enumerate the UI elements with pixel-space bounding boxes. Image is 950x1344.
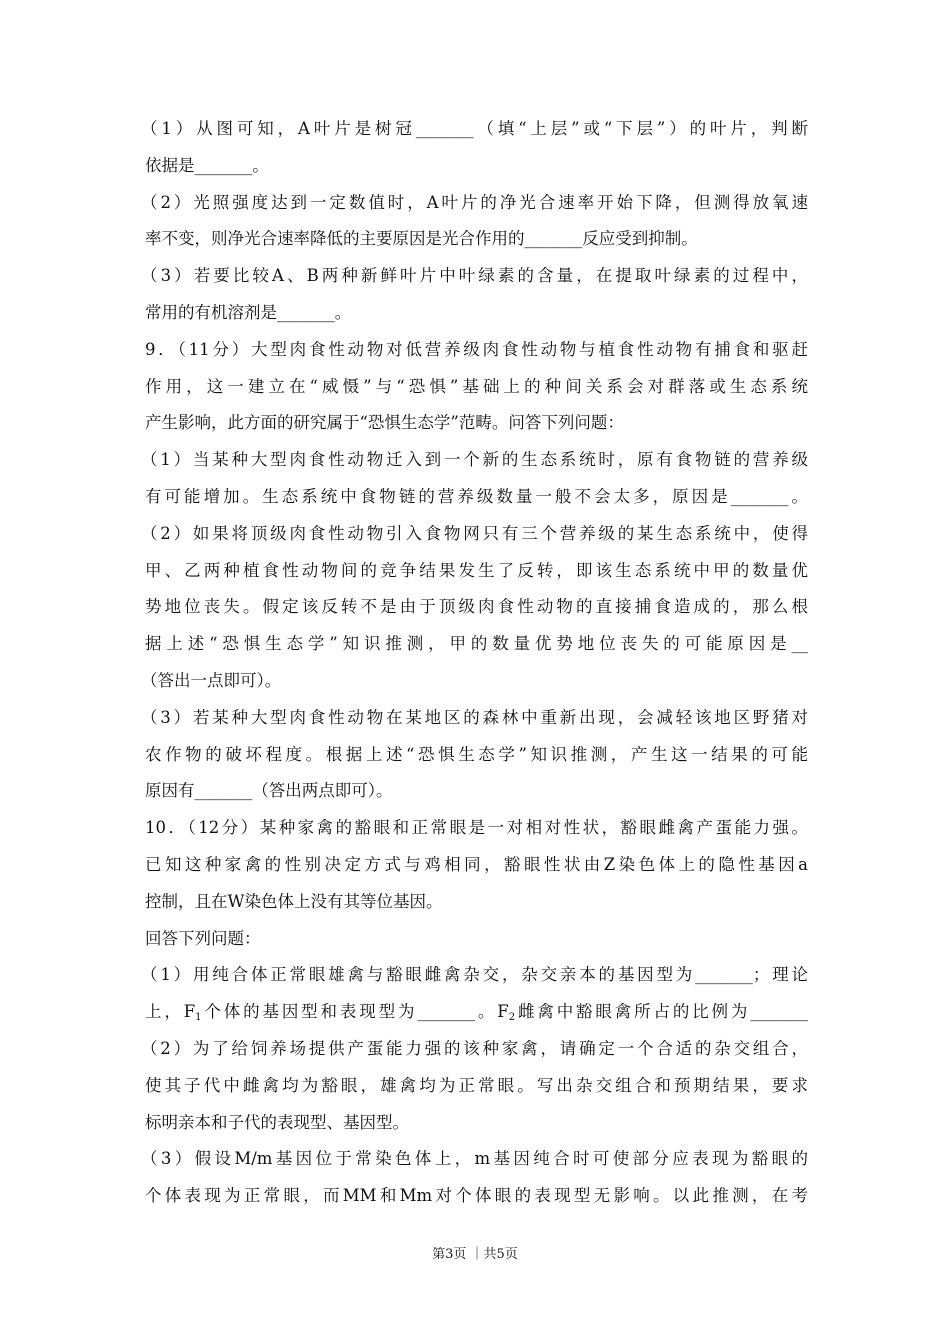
text-segment: 上，F	[145, 1002, 196, 1022]
text-line: 有可能增加。生态系统中食物链的营养级数量一般不会太多，原因是_______。	[145, 486, 808, 506]
text-line: 常用的有机溶剂是_______。	[145, 302, 352, 322]
text-line: （1）用纯合体正常眼雄禽与豁眼雌禽杂交，杂交亲本的基因型为_______；理论	[141, 965, 808, 985]
text-line: （答出一点即可）。	[141, 670, 282, 690]
text-line: 产生影响，此方面的研究属于“恐惧生态学”范畴。问答下列问题：	[145, 413, 624, 433]
text-segment: 雌禽中豁眼禽所占的比例为_______	[515, 1002, 808, 1022]
text-line: 作用，这一建立在“威慑”与“恐惧”基础上的种间关系会对群落或生态系统	[145, 376, 808, 396]
document-body	[141, 111, 808, 1215]
text-line: 使其子代中雌禽均为豁眼，雄禽均为正常眼。写出杂交组合和预期结果，要求	[145, 1075, 808, 1095]
text-line: （3）假设M/m基因位于常染色体上，m基因纯合时可使部分应表现为豁眼的	[141, 1149, 808, 1169]
text-line: 个体表现为正常眼，而MM和Mm对个体眼的表现型无影响。以此推测，在考	[145, 1186, 808, 1206]
page-footer: 第3页 ｜共5页	[432, 1247, 518, 1262]
text-line: （2）为了给饲养场提供产蛋能力强的该种家禽，请确定一个合适的杂交组合，	[141, 1038, 808, 1058]
text-segment: 个体的基因型和表现型为_______。F	[201, 1002, 509, 1022]
text-line: 9．（11分）大型肉食性动物对低营养级肉食性动物与植食性动物有捕食和驱赶	[145, 339, 808, 359]
text-line: 10．（12分）某种家禽的豁眼和正常眼是一对相对性状，豁眼雌禽产蛋能力强。	[145, 818, 808, 838]
text-line: 据上述“恐惧生态学”知识推测，甲的数量优势地位丧失的可能原因是__	[145, 634, 808, 654]
text-line: 农作物的破坏程度。根据上述“恐惧生态学”知识推测，产生这一结果的可能	[145, 744, 808, 764]
text-line: （3）若某种大型肉食性动物在某地区的森林中重新出现，会减轻该地区野猪对	[141, 707, 808, 727]
text-line: （3）若要比较A、B两种新鲜叶片中叶绿素的含量，在提取叶绿素的过程中，	[141, 266, 808, 286]
text-line: （2）光照强度达到一定数值时，A叶片的净光合速率开始下降，但测得放氧速	[141, 192, 808, 212]
text-line: 已知这种家禽的性别决定方式与鸡相同，豁眼性状由Z染色体上的隐性基因a	[145, 854, 808, 874]
text-line: 标明亲本和子代的表现型、基因型。	[145, 1112, 409, 1132]
text-line: 控制，且在W染色体上没有其等位基因。	[145, 891, 443, 911]
text-line: 依据是_______。	[145, 155, 269, 175]
text-line: 回答下列问题：	[145, 928, 261, 948]
text-line: 甲、乙两种植食性动物间的竞争结果发生了反转，即该生态系统中甲的数量优	[145, 560, 808, 580]
text-line: （2）如果将顶级肉食性动物引入食物网只有三个营养级的某生态系统中，使得	[141, 523, 808, 543]
text-line: （1）从图可知，A叶片是树冠_______（填“上层”或“下层”）的叶片，判断	[141, 119, 808, 138]
text-line: 势地位丧失。假定该反转不是由于顶级肉食性动物的直接捕食造成的，那么根	[145, 597, 808, 617]
subscript: 1	[195, 1012, 202, 1024]
text-line: （1）当某种大型肉食性动物迁入到一个新的生态系统时，原有食物链的营养级	[141, 450, 808, 470]
text-line: 原因有_______（答出两点即可）。	[145, 781, 393, 801]
text-line: 率不变，则净光合速率降低的主要原因是光合作用的_______反应受到抑制。	[145, 229, 698, 249]
text-line-f1-f2	[145, 994, 808, 1031]
subscript: 2	[508, 1012, 516, 1024]
